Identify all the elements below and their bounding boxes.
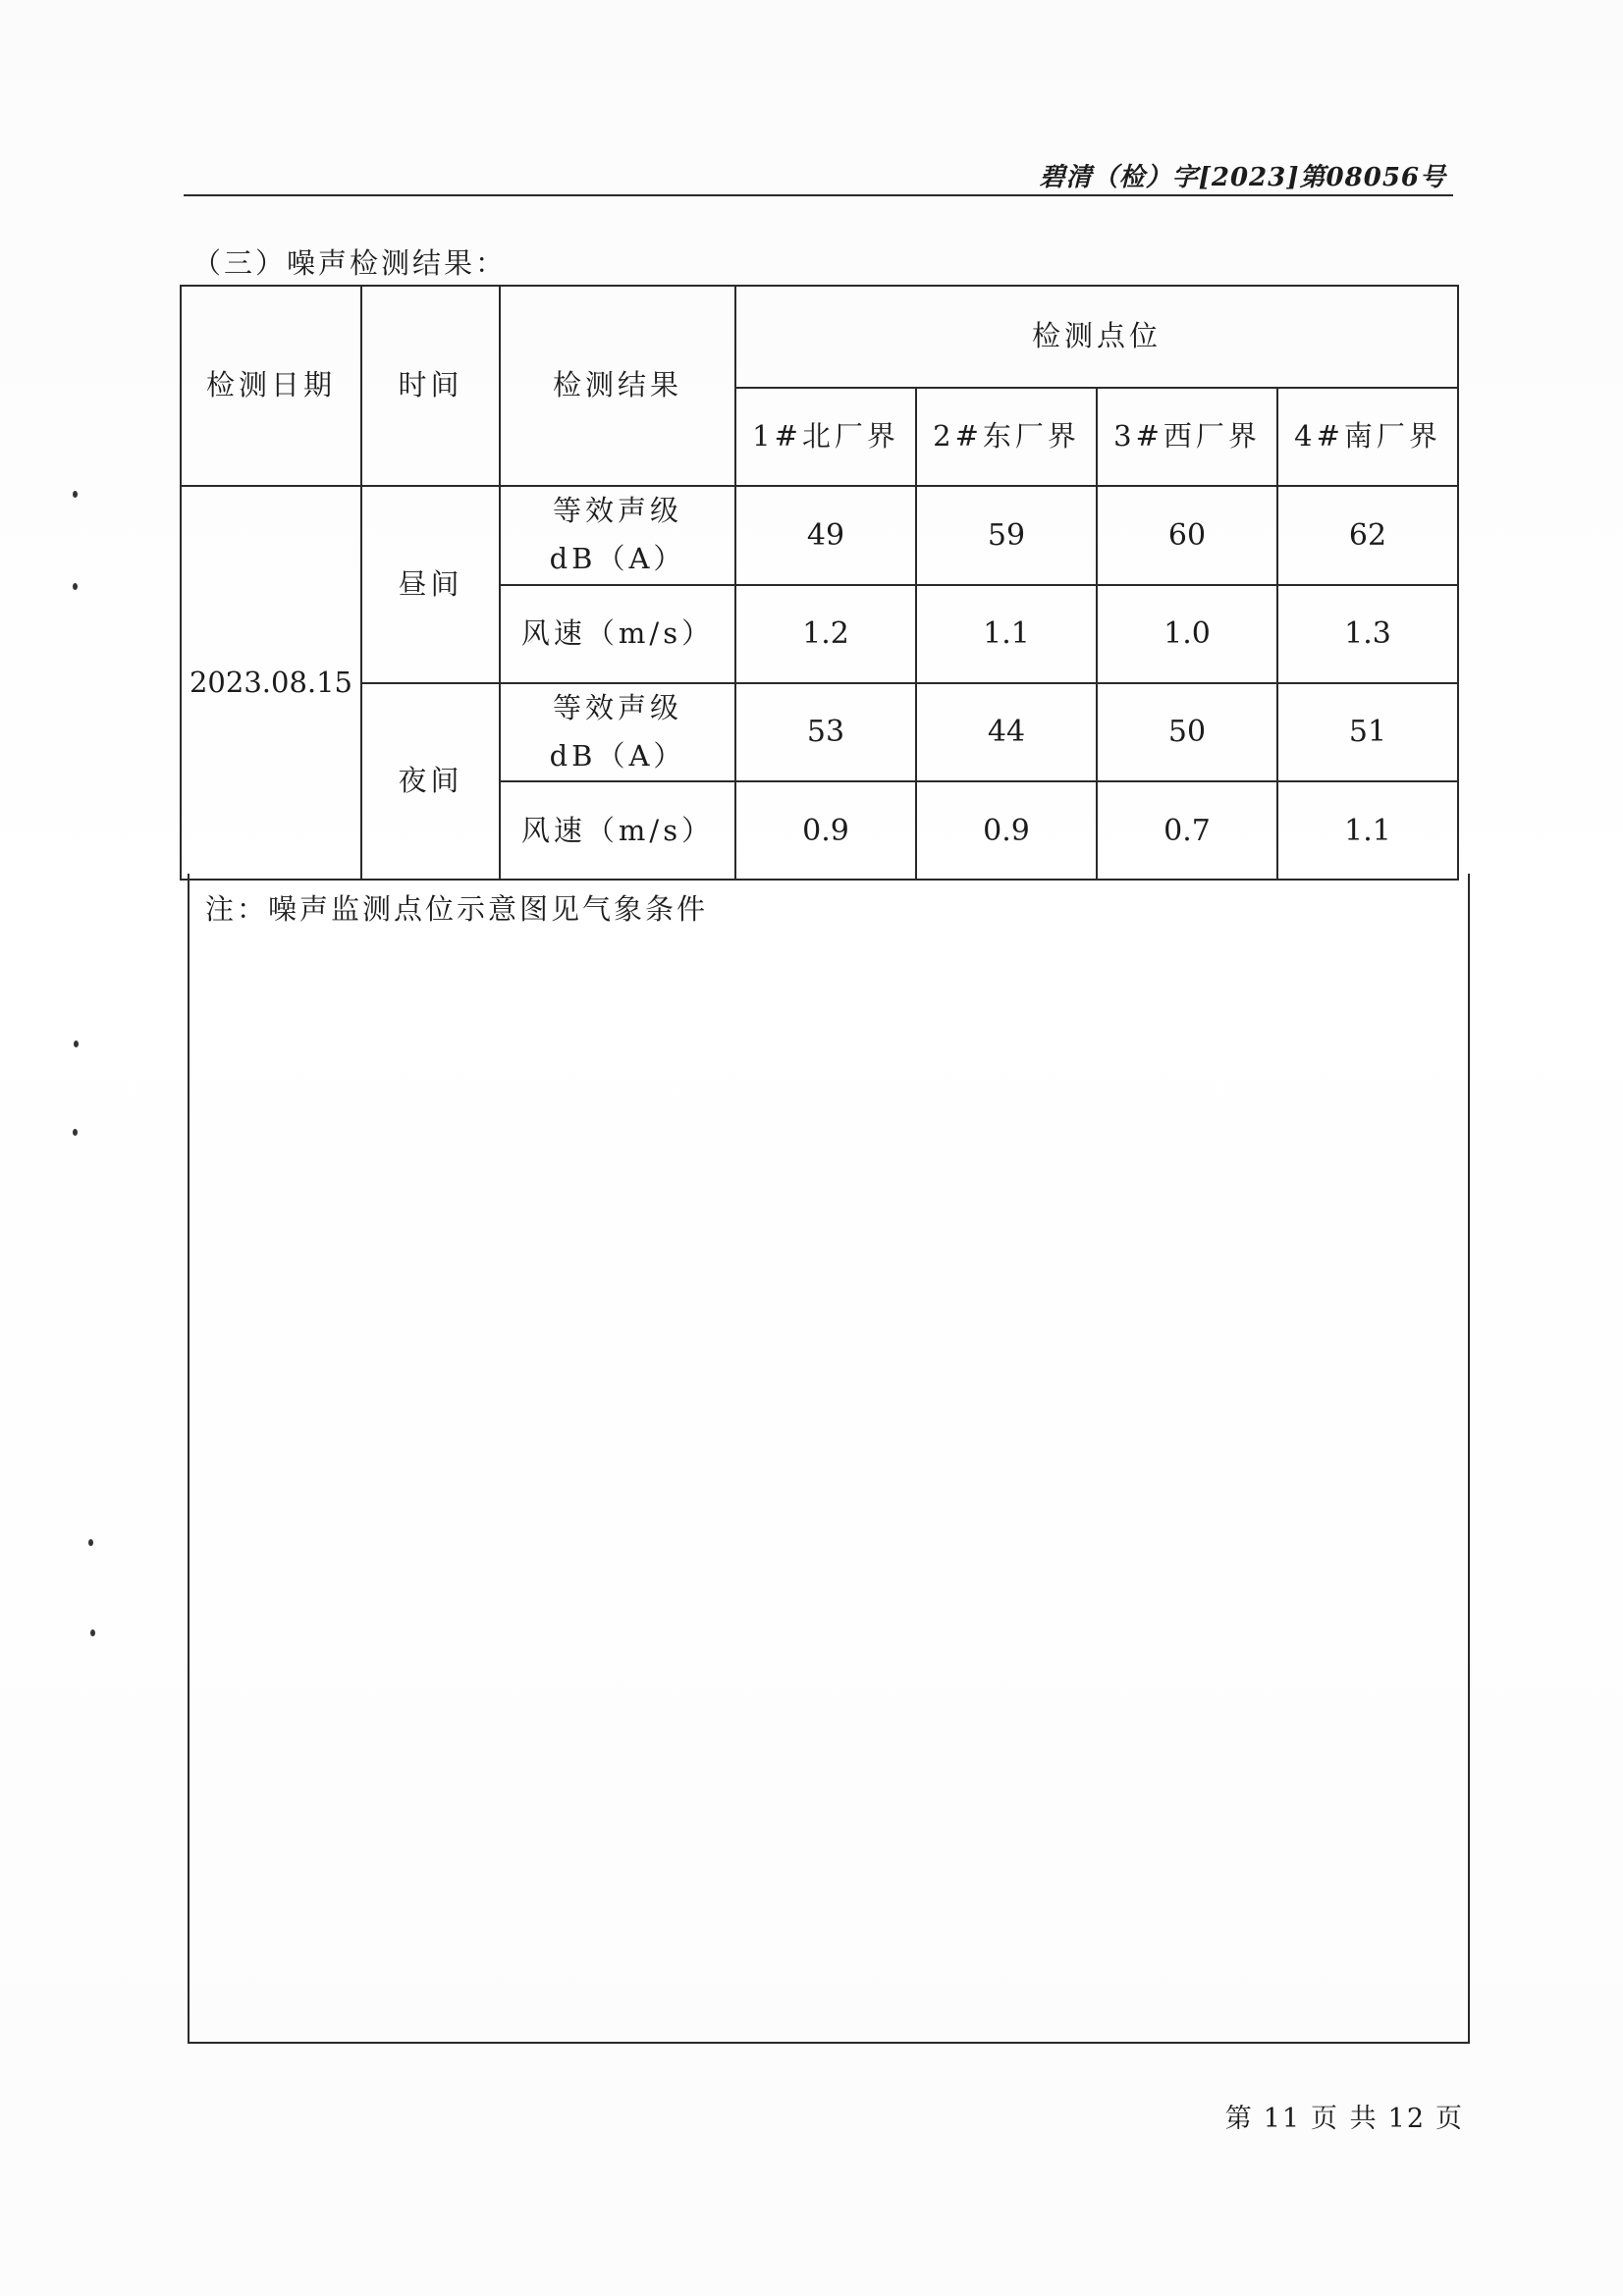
row-label-sound-level: 等效声级 dB（A） [500,683,735,782]
header-points-group: 检测点位 [735,286,1458,388]
note-text: 注：噪声监测点位示意图见气象条件 [205,892,709,926]
scan-speck [90,1629,95,1636]
report-reference-number: 碧清（检）字[2023]第08056号 [1039,163,1446,192]
total-pages: 12 [1387,2104,1426,2134]
scan-speck [88,1539,93,1546]
date-cell: 2023.08.15 [181,486,361,880]
value-cell: 49 [735,486,916,585]
header-result: 检测结果 [500,286,735,486]
header-point-3: 3#西厂界 [1097,388,1277,486]
noise-results-table [180,285,1459,881]
header-point-4: 4#南厂界 [1277,388,1458,486]
row-label-wind-speed: 风速（m/s） [500,585,735,683]
table-row [181,486,1458,585]
section-title: （三）噪声检测结果： [192,246,508,280]
value-cell: 62 [1277,486,1458,585]
current-page: 11 [1263,2104,1302,2134]
header-date: 检测日期 [181,286,361,486]
page-number: 第 11 页 共 12 页 [1224,2104,1464,2134]
notes-box [188,874,1470,2044]
value-cell: 1.1 [916,585,1097,683]
value-cell: 53 [735,683,916,782]
value-cell: 0.7 [1097,781,1277,880]
period-day: 昼间 [361,486,500,683]
value-cell: 0.9 [735,781,916,880]
scan-speck [73,491,78,498]
value-cell: 1.3 [1277,585,1458,683]
table-header-row [181,286,1458,388]
row-label-wind-speed: 风速（m/s） [500,781,735,880]
value-cell: 1.2 [735,585,916,683]
header-time: 时间 [361,286,500,486]
row-label-sound-level: 等效声级 dB（A） [500,486,735,585]
header-point-1: 1#北厂界 [735,388,916,486]
value-cell: 51 [1277,683,1458,782]
header-point-2: 2#东厂界 [916,388,1097,486]
value-cell: 1.0 [1097,585,1277,683]
scan-speck [73,1129,78,1136]
value-cell: 60 [1097,486,1277,585]
table-row [181,683,1458,782]
period-night: 夜间 [361,683,500,881]
scan-speck [74,1041,79,1047]
value-cell: 44 [916,683,1097,782]
value-cell: 0.9 [916,781,1097,880]
value-cell: 59 [916,486,1097,585]
header-divider [184,194,1453,196]
value-cell: 1.1 [1277,781,1458,880]
value-cell: 50 [1097,683,1277,782]
scan-speck [73,583,78,590]
